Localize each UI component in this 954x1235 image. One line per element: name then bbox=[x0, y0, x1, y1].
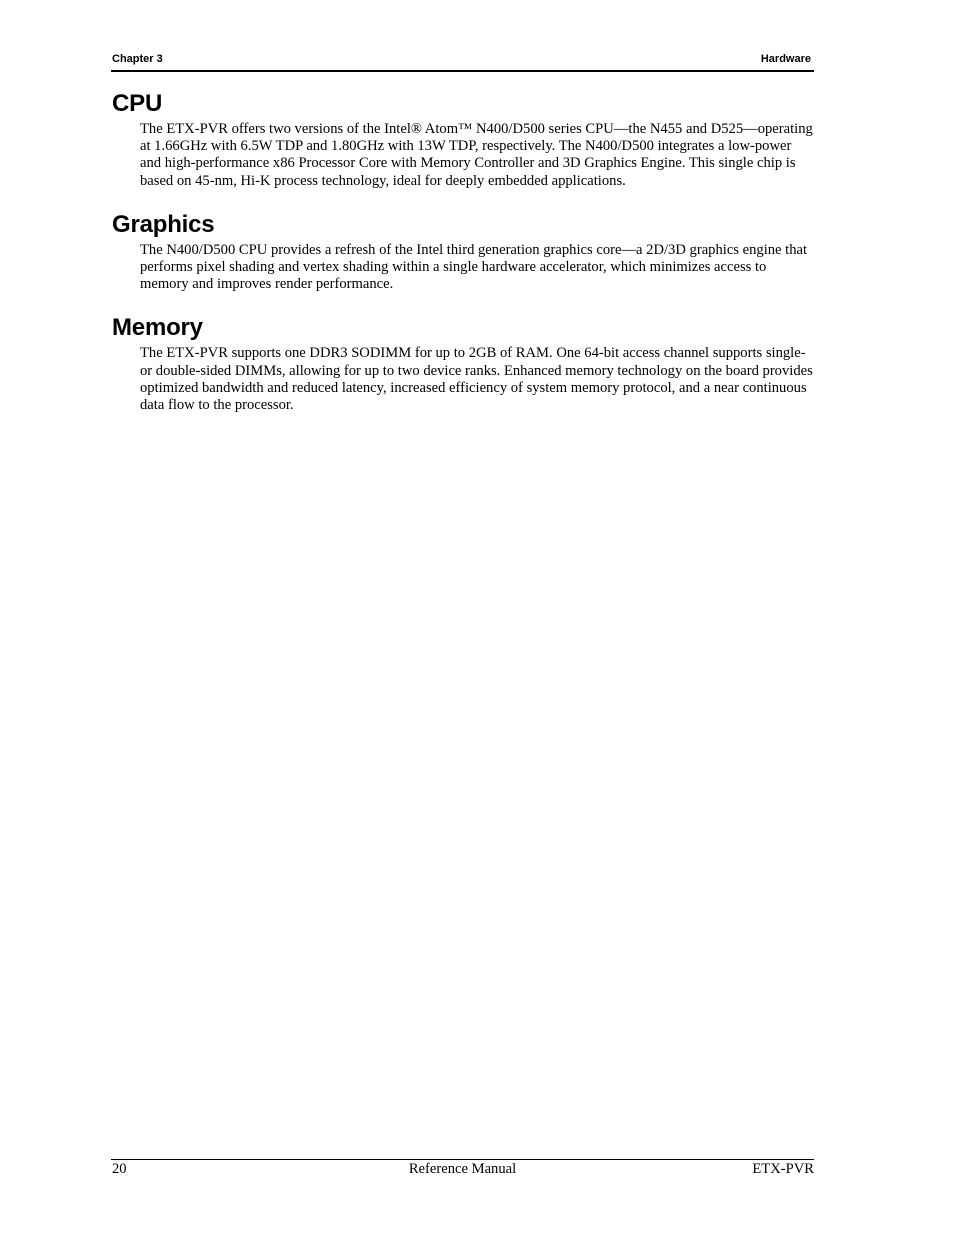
section-heading: CPU bbox=[112, 90, 163, 117]
section-graphics bbox=[112, 210, 814, 294]
header-chapter: Chapter 3 bbox=[112, 53, 163, 65]
section-heading: Graphics bbox=[112, 210, 215, 238]
section-heading: Memory bbox=[112, 314, 203, 342]
footer-product-name: ETX-PVR bbox=[752, 1161, 814, 1177]
section-body: The N400/D500 CPU provides a refresh of the Intel third generation graphics core—a 2D/3D graphics engine that performs pixel shading and vertex shading within a single hardware accelerator, which minimizes access to memory and improves render performance. bbox=[140, 241, 808, 293]
page-footer bbox=[111, 1159, 814, 1180]
section-cpu bbox=[112, 89, 814, 190]
header-section: Hardware bbox=[760, 53, 811, 65]
page-content bbox=[112, 89, 814, 414]
footer-page-number: 20 bbox=[112, 1161, 127, 1177]
section-body: The ETX-PVR offers two versions of the Intel® Atom™ N400/D500 series CPU—the N455 and D525—operating at 1.66GHz with 6.5W TDP and 1.80GHz with 13W TDP, respectively. The N400/D500 integrates a low-power and high-performance x86 Processor Core with Memory Controller and 3D Graphics Engine. This single chip is based on 45-nm, Hi-K process technology, ideal for deeply embedded applications. bbox=[140, 121, 813, 189]
page-header bbox=[111, 52, 814, 72]
section-memory bbox=[112, 313, 814, 414]
footer-document-title: Reference Manual bbox=[408, 1161, 517, 1177]
section-body: The ETX-PVR supports one DDR3 SODIMM for up to 2GB of RAM. One 64-bit access channel supports single- or double-sided DIMMs, allowing for up to two device ranks. Enhanced memory technology on the board provides optimized bandwidth and reduced latency, increased efficiency of system memory protocol, and a near continuous data flow to the processor. bbox=[140, 345, 813, 414]
